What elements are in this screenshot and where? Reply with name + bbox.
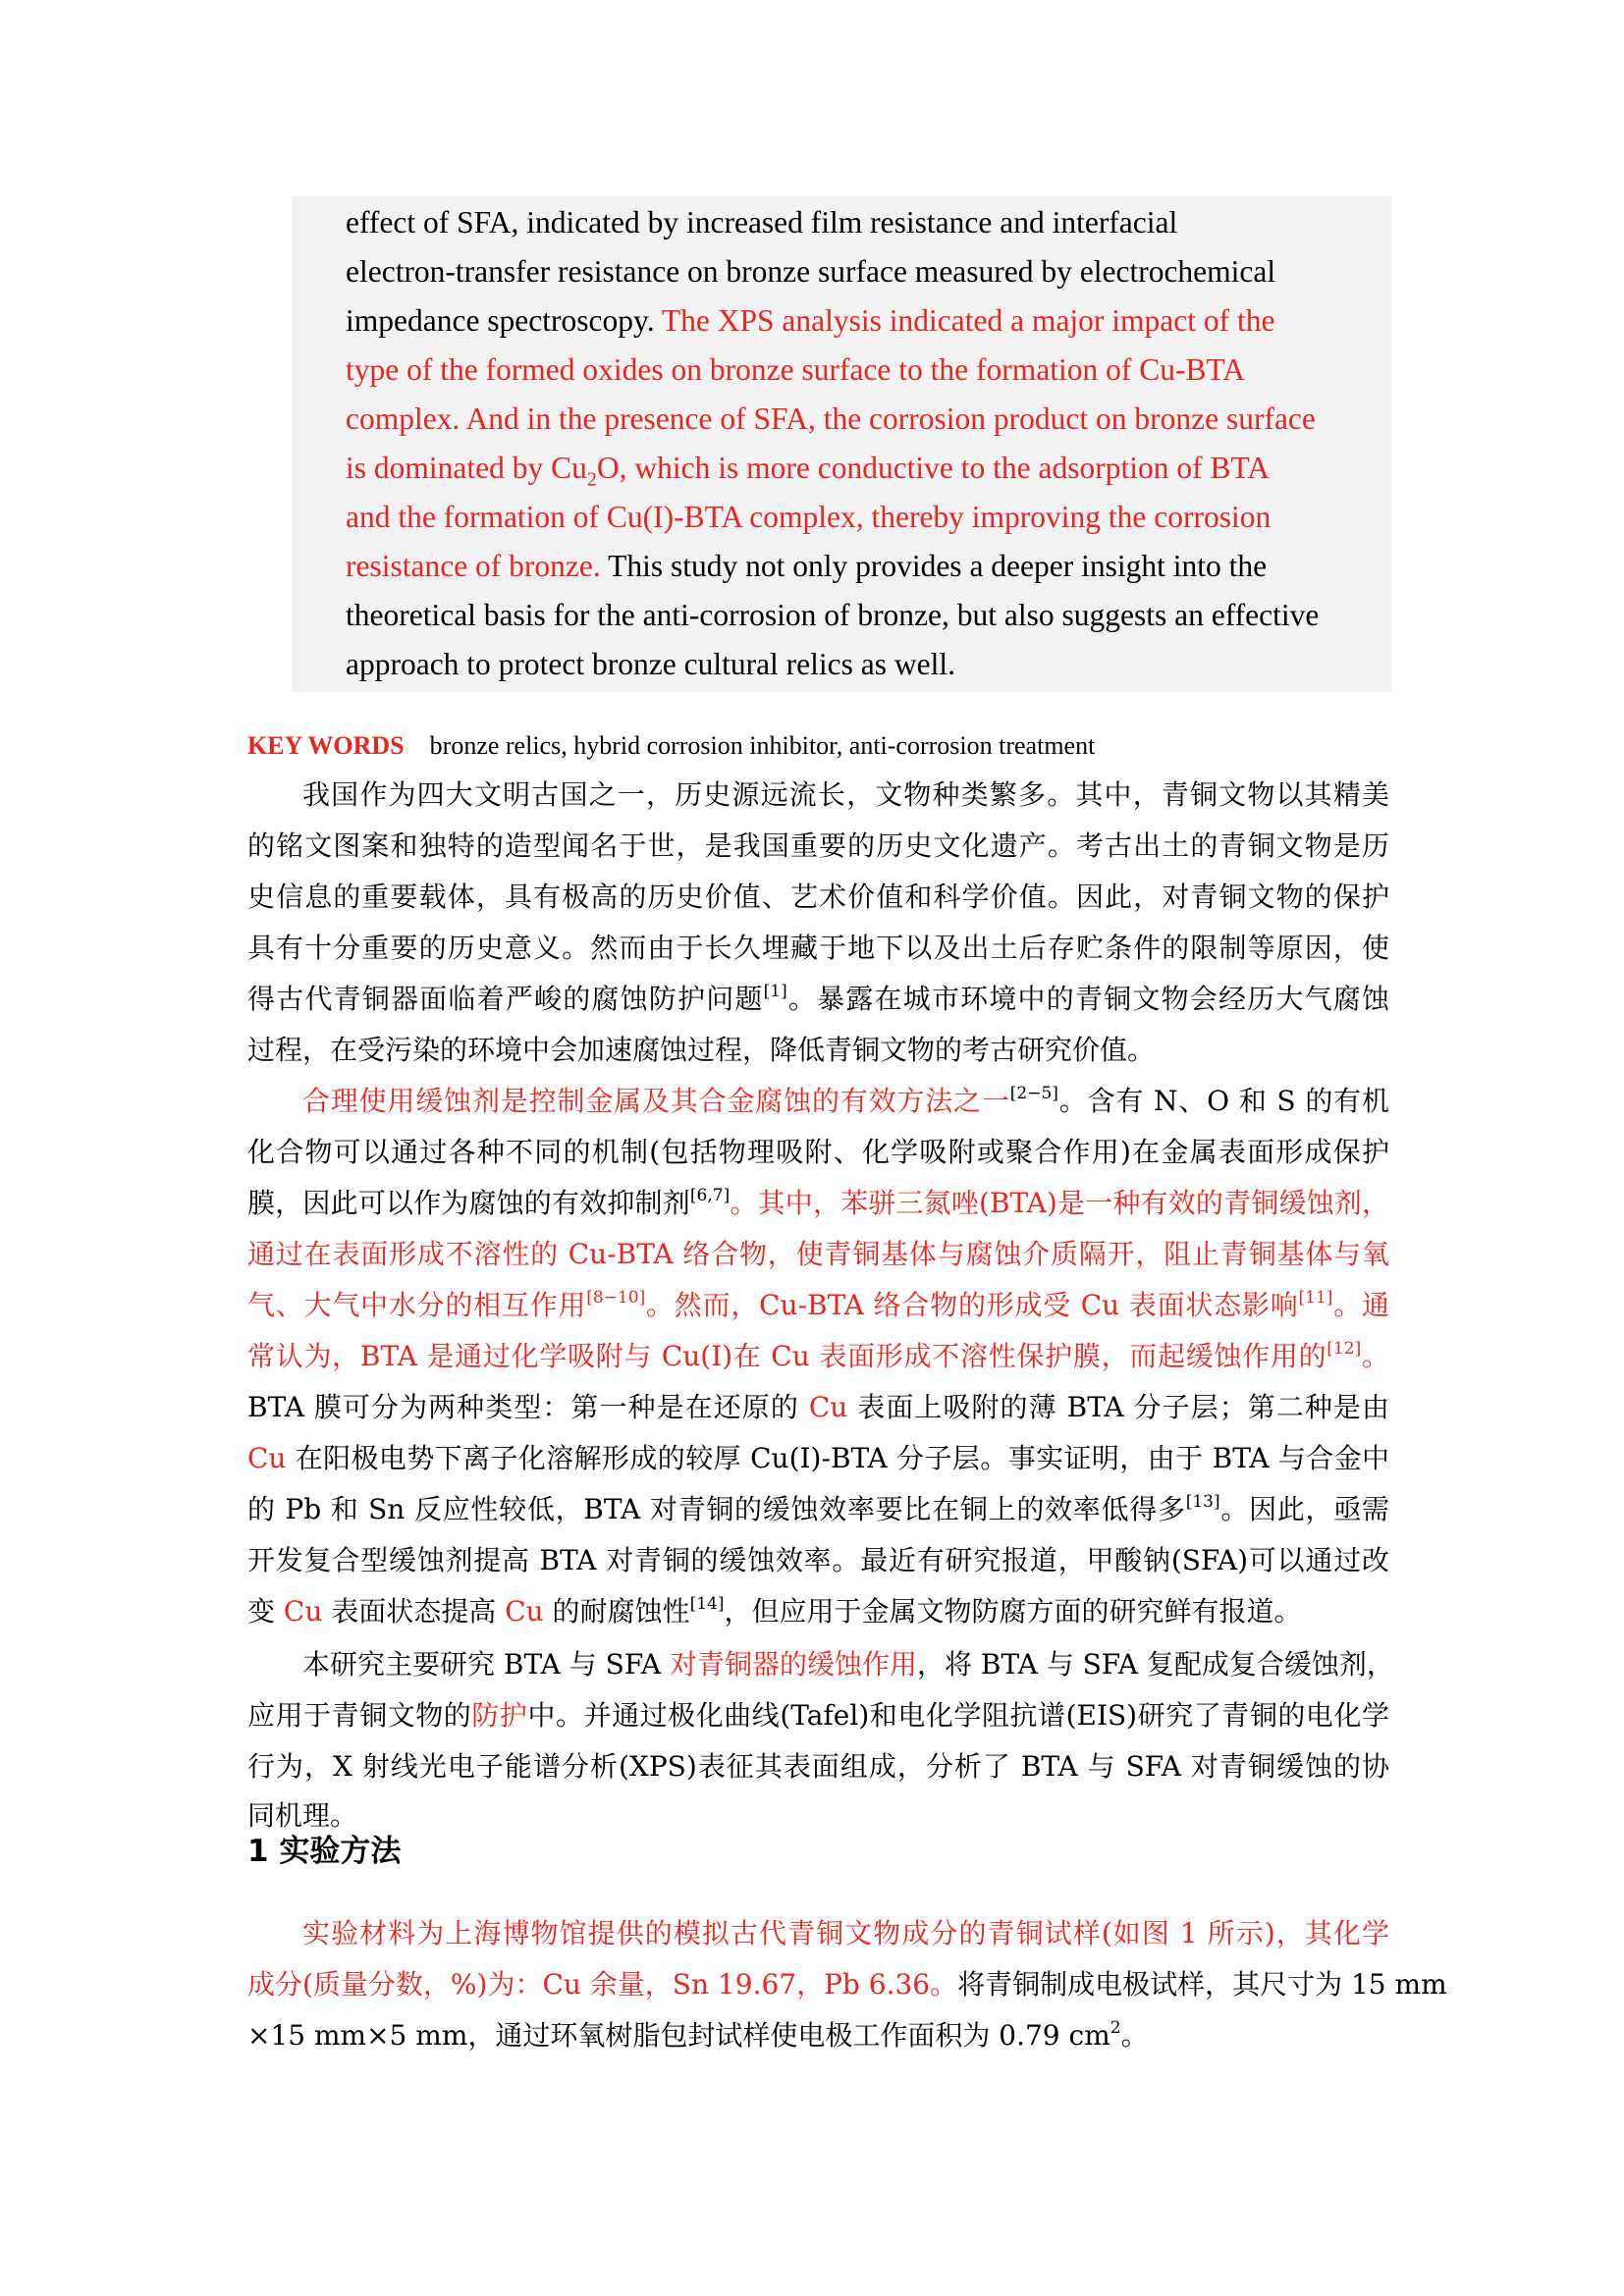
body-line: 通过在表面形成不溶性的 Cu-BTA 络合物，使青铜基体与腐蚀介质隔开，阻止青铜基体与氧 — [247, 1238, 1389, 1270]
abstract-line: theoretical basis for the anti-corrosion of bronze, but also suggests an effective — [346, 598, 1320, 632]
abstract-line: complex. And in the presence of SFA, the corrosion product on bronze surface — [346, 401, 1316, 436]
body-line: 同机理。 — [247, 1799, 358, 1832]
body-line: ×15 mm×5 mm，通过环氧树脂包封试样使电极工作面积为 0.79 $cm^2$。 — [247, 2018, 1149, 2052]
body-line: 史信息的重要载体，具有极高的历史价值、艺术价值和科学价值。因此，对青铜文物的保护 — [247, 881, 1389, 913]
body-line: 我国作为四大文明古国之一，历史源远流长，文物种类繁多。其中，青铜文物以其精美 — [302, 778, 1389, 811]
keywords-text: bronze relics, hybrid corrosion inhibitor, anti-corrosion treatment — [429, 731, 1096, 760]
section-heading: 1 实验方法 — [247, 1834, 402, 1869]
body-line: Cu 在阳极电势下离子化溶解形成的较厚 Cu(I)-BTA 分子层。事实证明，由于 BTA 与合金中 — [247, 1442, 1389, 1474]
body-line: 本研究主要研究 BTA 与 SFA 对青铜器的缓蚀作用，将 BTA 与 SFA 复配成复合缓蚀剂， — [302, 1648, 1394, 1681]
abstract-line: impedance spectroscopy. The XPS analysis indicated a major impact of the — [346, 303, 1275, 338]
abstract-line: effect of SFA, indicated by increased film resistance and interfacial — [346, 205, 1178, 240]
keywords — [247, 726, 1095, 766]
abstract-line: is dominated by $Cu_2O$, which is more conductive to the adsorption of BTA — [346, 451, 1270, 491]
abstract-line: type of the formed oxides on bronze surface to the formation of Cu-BTA — [346, 352, 1245, 387]
body-line: 气、大气中水分的相互作用[8−10]。然而，Cu-BTA 络合物的形成受 Cu 表面状态影响[11]。通 — [247, 1288, 1389, 1321]
body-line: 应用于青铜文物的防护中。并通过极化曲线(Tafel)和电化学阻抗谱(EIS)研究了青铜的电化学 — [247, 1699, 1389, 1732]
abstract-line: and the formation of Cu(I)-BTA complex, thereby improving the corrosion — [346, 500, 1272, 534]
abstract-line: electron-transfer resistance on bronze surface measured by electrochemical — [346, 254, 1276, 289]
body-line: 变 Cu 表面状态提高 Cu 的耐腐蚀性[14]，但应用于金属文物防腐方面的研究鲜有报道。 — [247, 1594, 1302, 1628]
body-line: 具有十分重要的历史意义。然而由于长久埋藏于地下以及出土后存贮条件的限制等原因，使 — [247, 932, 1389, 964]
body-line: 的铭文图案和独特的造型闻名于世，是我国重要的历史文化遗产。考古出土的青铜文物是历 — [247, 829, 1389, 862]
body-line: 成分(质量分数，%)为：Cu 余量，Sn 19.67，Pb 6.36。将青铜制成电极试样，其尺寸为 15 mm — [247, 1968, 1447, 2001]
body-line: 膜，因此可以作为腐蚀的有效抑制剂[6,7]。其中，苯骈三氮唑(BTA)是一种有效的青铜缓蚀剂， — [247, 1186, 1389, 1219]
body-line: 的 Pb 和 Sn 反应性较低，BTA 对青铜的缓蚀效率要比在铜上的效率低得多[13]。因此，亟需 — [247, 1492, 1389, 1525]
abstract-line: resistance of bronze. This study not only provides a deeper insight into the — [346, 549, 1268, 583]
body-line: 合理使用缓蚀剂是控制金属及其合金腐蚀的有效方法之一[2−5]。含有 N、O 和 S 的有机 — [302, 1084, 1389, 1117]
keywords-label: KEY WORDS — [247, 731, 405, 760]
body-line: 过程，在受污染的环境中会加速腐蚀过程，降低青铜文物的考古研究价值。 — [247, 1034, 1156, 1066]
body-line: 实验材料为上海博物馆提供的模拟古代青铜文物成分的青铜试样(如图 1 所示)，其化学 — [302, 1917, 1389, 1949]
body-line: 行为，X 射线光电子能谱分析(XPS)表征其表面组成，分析了 BTA 与 SFA 对青铜缓蚀的协 — [247, 1750, 1389, 1783]
abstract-line: approach to protect bronze cultural relics as well. — [346, 647, 955, 681]
body-line: 得古代青铜器面临着严峻的腐蚀防护问题[1]。暴露在城市环境中的青铜文物会经历大气腐蚀 — [247, 982, 1389, 1015]
body-line: 化合物可以通过各种不同的机制(包括物理吸附、化学吸附或聚合作用)在金属表面形成保护 — [247, 1136, 1389, 1168]
body-line: BTA 膜可分为两种类型：第一种是在还原的 Cu 表面上吸附的薄 BTA 分子层；第二种是由 — [247, 1391, 1389, 1423]
body-line: 常认为，BTA 是通过化学吸附与 Cu(I)在 Cu 表面形成不溶性保护膜，而起缓蚀作用的[12]。 — [247, 1339, 1389, 1372]
body-line: 开发复合型缓蚀剂提高 BTA 对青铜的缓蚀效率。最近有研究报道，甲酸钠(SFA)可以通过改 — [247, 1544, 1389, 1576]
